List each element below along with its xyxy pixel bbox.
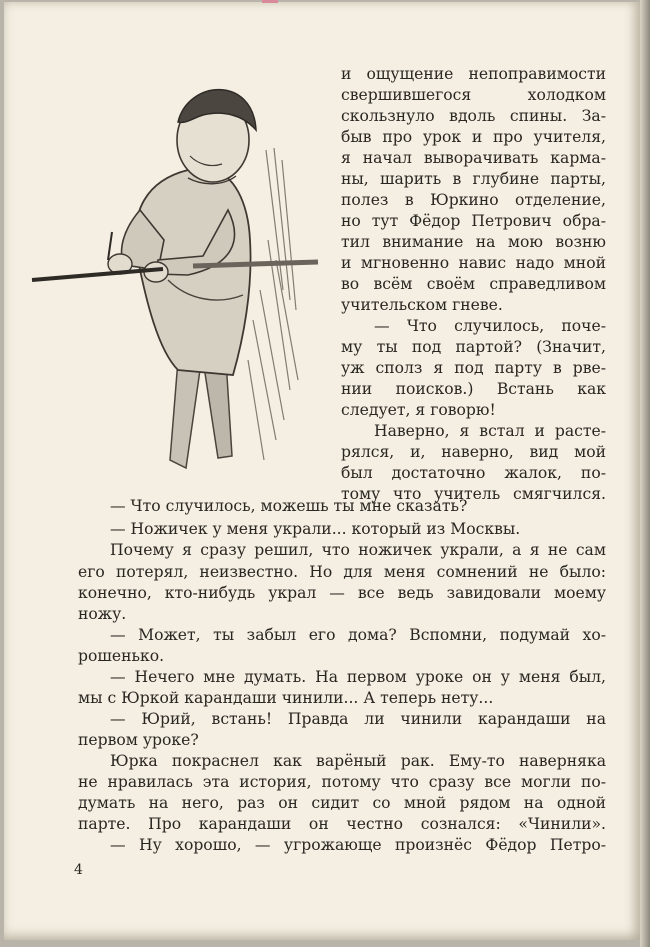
text-line: первом уроке?	[78, 731, 199, 749]
text-line: — Юрий, встань! Правда ли чинили карандаши на	[110, 710, 606, 728]
text-line: — Нечего мне думать. На первом уроке он у меня был,	[110, 668, 606, 686]
bookmark-mark	[262, 0, 278, 3]
text-line: ны, шарить в глубине парты,	[341, 170, 606, 188]
text-line: его потерял, неизвестно. Но для меня сомнений не было:	[78, 563, 606, 581]
illustration-boy-with-stick	[28, 60, 338, 480]
text-line: — Что случилось, можешь ты мне сказать?	[110, 497, 468, 515]
text-line: учительском гневе.	[341, 296, 503, 314]
text-line: быв про урок и про учителя,	[341, 128, 606, 146]
text-line: был достаточно жалок, по-	[341, 464, 606, 482]
page-number: 4	[74, 862, 83, 878]
text-line: я начал выворачивать карма-	[341, 149, 606, 167]
text-line: ножу.	[78, 605, 127, 623]
text-line: парте. Про карандаши он честно сознался: «Чинили».	[78, 815, 606, 833]
text-line: но тут Фёдор Петрович обра-	[341, 212, 606, 230]
text-line: тому что учитель смягчился.	[341, 485, 606, 503]
text-line: тил внимание на мою возню	[341, 233, 606, 251]
text-line: Почему я сразу решил, что ножичек украли, а я не сам	[110, 541, 606, 559]
text-line: — Может, ты забыл его дома? Вспомни, подумай хо-	[110, 626, 606, 644]
text-line: полез в Юркино отделение,	[341, 191, 606, 209]
text-line: свершившегося холодком	[341, 86, 606, 104]
text-line: му ты под партой? (Значит,	[341, 338, 606, 356]
page-edge	[640, 0, 650, 947]
text-line: — Что случилось, поче-	[374, 317, 606, 335]
text-line: рялся, и, наверно, вид мой	[341, 443, 606, 461]
text-line: следует, я говорю!	[341, 401, 496, 419]
text-line: рошенько.	[78, 647, 165, 665]
text-line: мы с Юркой карандаши чинили... А теперь нету...	[78, 689, 494, 707]
text-line: уж сполз я под парту в рве-	[341, 359, 606, 377]
text-line: — Ну хорошо, — угрожающе произнёс Фёдор Петро-	[110, 836, 606, 854]
text-line: не нравилась эта история, потому что сразу все могли по-	[78, 773, 606, 791]
text-line: конечно, кто-нибудь украл — все ведь завидовали моему	[78, 584, 606, 602]
text-line: во всём своём справедливом	[341, 275, 606, 293]
text-line: скользнуло вдоль спины. За-	[341, 107, 606, 125]
text-line: нии поисков.) Встань как	[341, 380, 606, 398]
text-line: и ощущение непоправимости	[341, 65, 606, 83]
text-line: Юрка покраснел как варёный рак. Ему-то наверняка	[110, 752, 606, 770]
text-line: — Ножичек у меня украли... который из Москвы.	[110, 520, 521, 538]
text-line: и мгновенно навис надо мной	[341, 254, 606, 272]
text-line: думать на него, раз он сидит со мной рядом на одной	[78, 794, 606, 812]
text-line: Наверно, я встал и расте-	[374, 422, 606, 440]
